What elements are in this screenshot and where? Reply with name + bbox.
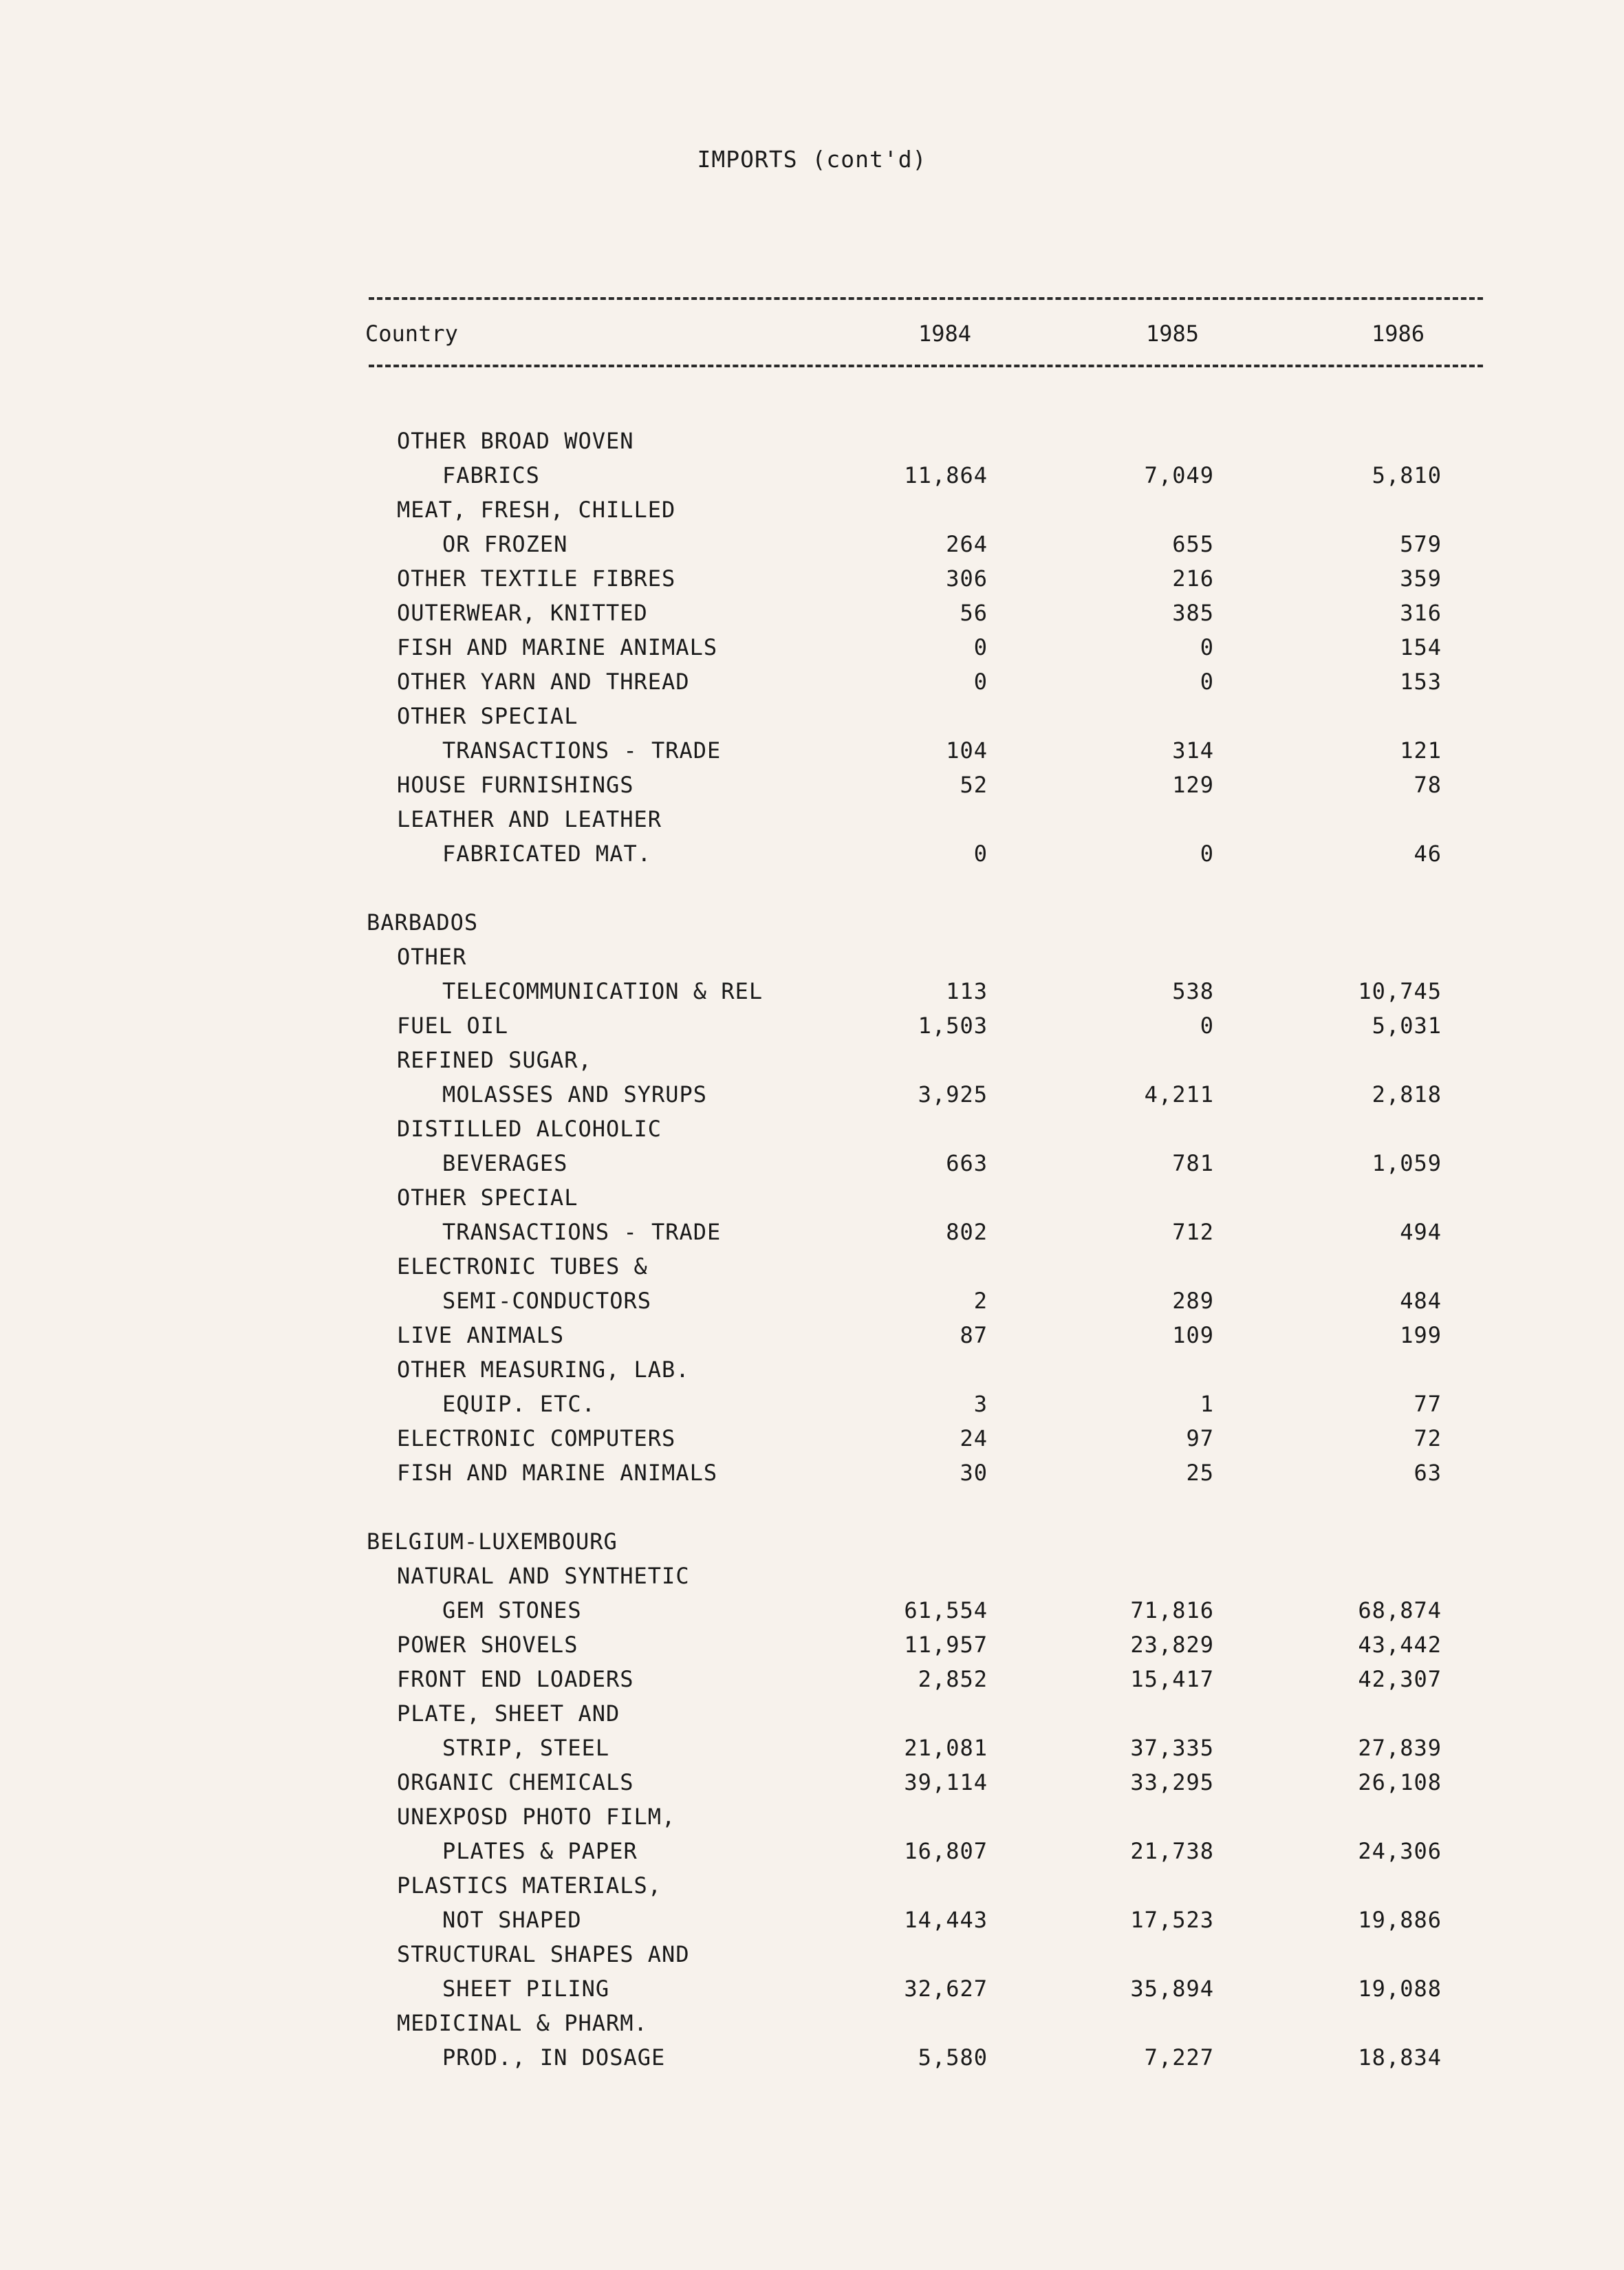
value-1986: 42,307	[1358, 1666, 1442, 1692]
table-row	[0, 1769, 1624, 1804]
table-row	[0, 497, 1624, 531]
commodity-label: OTHER TEXTILE FIBRES	[397, 565, 676, 592]
value-1984: 663	[946, 1150, 988, 1176]
header-bottom-rule	[369, 365, 1483, 367]
table-row	[0, 634, 1624, 669]
commodity-label: EQUIP. ETC.	[442, 1391, 596, 1417]
value-1984: 3,925	[918, 1081, 988, 1107]
commodity-label: FRONT END LOADERS	[397, 1666, 634, 1692]
value-1984: 802	[946, 1219, 988, 1245]
value-1986: 24,306	[1358, 1838, 1442, 1864]
value-1984: 32,627	[904, 1976, 988, 2002]
value-1985: 21,738	[1130, 1838, 1214, 1864]
value-1986: 78	[1414, 772, 1442, 798]
value-1986: 121	[1400, 737, 1442, 764]
value-1985: 7,227	[1144, 2044, 1214, 2071]
value-1984: 11,864	[904, 462, 988, 488]
table-row	[0, 1666, 1624, 1700]
value-1985: 23,829	[1130, 1632, 1214, 1658]
table-row	[0, 1872, 1624, 1907]
commodity-label: HOUSE FURNISHINGS	[397, 772, 634, 798]
value-1985: 216	[1172, 565, 1214, 592]
value-1985: 4,211	[1144, 1081, 1214, 1107]
table-row	[0, 1563, 1624, 1597]
column-header-1984: 1984	[918, 321, 971, 347]
value-1984: 30	[960, 1460, 988, 1486]
table-row	[0, 1356, 1624, 1391]
value-1986: 10,745	[1358, 978, 1442, 1004]
value-1985: 97	[1186, 1425, 1214, 1451]
value-1985: 0	[1200, 669, 1214, 695]
value-1986: 18,834	[1358, 2044, 1442, 2071]
value-1985: 17,523	[1130, 1907, 1214, 1933]
table-row	[0, 1219, 1624, 1253]
value-1986: 26,108	[1358, 1769, 1442, 1795]
table-row	[0, 1185, 1624, 1219]
value-1985: 0	[1200, 841, 1214, 867]
commodity-label: FUEL OIL	[397, 1013, 509, 1039]
value-1986: 19,886	[1358, 1907, 1442, 1933]
value-1986: 1,059	[1372, 1150, 1442, 1176]
value-1985: 33,295	[1130, 1769, 1214, 1795]
table-row	[0, 1013, 1624, 1047]
value-1984: 21,081	[904, 1735, 988, 1761]
value-1985: 314	[1172, 737, 1214, 764]
value-1986: 43,442	[1358, 1632, 1442, 1658]
table-row	[0, 2044, 1624, 2079]
table-row	[0, 531, 1624, 565]
commodity-label: FABRICS	[442, 462, 540, 488]
table-row	[0, 1941, 1624, 1976]
table-row	[0, 1047, 1624, 1081]
table-row	[0, 944, 1624, 978]
table-row	[0, 806, 1624, 841]
value-1986: 359	[1400, 565, 1442, 592]
value-1984: 11,957	[904, 1632, 988, 1658]
table-row	[0, 978, 1624, 1013]
page-title: IMPORTS (cont'd)	[697, 146, 927, 173]
value-1986: 484	[1400, 1288, 1442, 1314]
commodity-label: TRANSACTIONS - TRADE	[442, 1219, 722, 1245]
value-1985: 35,894	[1130, 1976, 1214, 2002]
commodity-label: PLATE, SHEET AND	[397, 1700, 620, 1727]
table-row	[0, 565, 1624, 600]
value-1985: 15,417	[1130, 1666, 1214, 1692]
value-1986: 27,839	[1358, 1735, 1442, 1761]
value-1986: 5,810	[1372, 462, 1442, 488]
country-heading-row	[0, 909, 1624, 944]
value-1986: 46	[1414, 841, 1442, 867]
table-row	[0, 1700, 1624, 1735]
table-row	[0, 1632, 1624, 1666]
value-1986: 5,031	[1372, 1013, 1442, 1039]
value-1986: 494	[1400, 1219, 1442, 1245]
value-1985: 781	[1172, 1150, 1214, 1176]
table-row	[0, 600, 1624, 634]
table-row	[0, 772, 1624, 806]
value-1985: 538	[1172, 978, 1214, 1004]
commodity-label: ELECTRONIC TUBES &	[397, 1253, 648, 1279]
value-1985: 0	[1200, 634, 1214, 660]
commodity-label: NOT SHAPED	[442, 1907, 582, 1933]
table-row	[0, 1460, 1624, 1494]
value-1986: 68,874	[1358, 1597, 1442, 1623]
value-1984: 52	[960, 772, 988, 798]
commodity-label: OUTERWEAR, KNITTED	[397, 600, 648, 626]
value-1986: 19,088	[1358, 1976, 1442, 2002]
commodity-label: OTHER SPECIAL	[397, 703, 578, 729]
commodity-label: PLATES & PAPER	[442, 1838, 638, 1864]
table-row	[0, 703, 1624, 737]
commodity-label: FABRICATED MAT.	[442, 841, 651, 867]
value-1984: 2,852	[918, 1666, 988, 1692]
value-1985: 129	[1172, 772, 1214, 798]
value-1986: 72	[1414, 1425, 1442, 1451]
value-1986: 316	[1400, 600, 1442, 626]
value-1986: 199	[1400, 1322, 1442, 1348]
table-row	[0, 462, 1624, 497]
value-1984: 2	[973, 1288, 988, 1314]
table-row	[0, 1288, 1624, 1322]
value-1984: 104	[946, 737, 988, 764]
value-1985: 25	[1186, 1460, 1214, 1486]
table-row	[0, 2010, 1624, 2044]
commodity-label: LEATHER AND LEATHER	[397, 806, 662, 832]
table-row	[0, 1116, 1624, 1150]
commodity-label: OTHER YARN AND THREAD	[397, 669, 690, 695]
value-1984: 3	[973, 1391, 988, 1417]
commodity-label: SHEET PILING	[442, 1976, 610, 2002]
table-row	[0, 428, 1624, 462]
table-row	[0, 1425, 1624, 1460]
value-1985: 289	[1172, 1288, 1214, 1314]
commodity-label: BEVERAGES	[442, 1150, 568, 1176]
table-row	[0, 1838, 1624, 1872]
commodity-label: OR FROZEN	[442, 531, 568, 557]
commodity-label: MEDICINAL & PHARM.	[397, 2010, 648, 2036]
table-row	[0, 1253, 1624, 1288]
table-row	[0, 737, 1624, 772]
value-1984: 0	[973, 669, 988, 695]
value-1984: 14,443	[904, 1907, 988, 1933]
commodity-label: FISH AND MARINE ANIMALS	[397, 1460, 718, 1486]
commodity-label: MEAT, FRESH, CHILLED	[397, 497, 676, 523]
commodity-label: MOLASSES AND SYRUPS	[442, 1081, 708, 1107]
commodity-label: OTHER	[397, 944, 467, 970]
commodity-label: OTHER BROAD WOVEN	[397, 428, 634, 454]
value-1985: 71,816	[1130, 1597, 1214, 1623]
value-1984: 1,503	[918, 1013, 988, 1039]
commodity-label: ORGANIC CHEMICALS	[397, 1769, 634, 1795]
value-1986: 154	[1400, 634, 1442, 660]
commodity-label: STRIP, STEEL	[442, 1735, 610, 1761]
value-1986: 63	[1414, 1460, 1442, 1486]
value-1984: 87	[960, 1322, 988, 1348]
commodity-label: LIVE ANIMALS	[397, 1322, 565, 1348]
commodity-label: FISH AND MARINE ANIMALS	[397, 634, 718, 660]
commodity-label: TELECOMMUNICATION & REL	[442, 978, 764, 1004]
table-row	[0, 1907, 1624, 1941]
commodity-label: PROD., IN DOSAGE	[442, 2044, 666, 2071]
commodity-label: DISTILLED ALCOHOLIC	[397, 1116, 662, 1142]
value-1984: 39,114	[904, 1769, 988, 1795]
value-1984: 61,554	[904, 1597, 988, 1623]
table-row	[0, 1804, 1624, 1838]
commodity-label: UNEXPOSD PHOTO FILM,	[397, 1804, 676, 1830]
country-name: BELGIUM-LUXEMBOURG	[367, 1528, 618, 1555]
value-1985: 712	[1172, 1219, 1214, 1245]
value-1986: 153	[1400, 669, 1442, 695]
value-1984: 0	[973, 841, 988, 867]
table-row	[0, 1735, 1624, 1769]
commodity-label: ELECTRONIC COMPUTERS	[397, 1425, 676, 1451]
column-header-1985: 1985	[1145, 321, 1199, 347]
value-1984: 5,580	[918, 2044, 988, 2071]
value-1986: 77	[1414, 1391, 1442, 1417]
value-1985: 7,049	[1144, 462, 1214, 488]
table-row	[0, 841, 1624, 875]
commodity-label: SEMI-CONDUCTORS	[442, 1288, 651, 1314]
value-1985: 37,335	[1130, 1735, 1214, 1761]
column-header-country: Country	[365, 321, 458, 347]
table-row	[0, 1597, 1624, 1632]
table-row	[0, 1322, 1624, 1356]
commodity-label: GEM STONES	[442, 1597, 582, 1623]
header-top-rule	[369, 297, 1483, 300]
commodity-label: TRANSACTIONS - TRADE	[442, 737, 722, 764]
country-heading-row	[0, 1528, 1624, 1563]
value-1984: 113	[946, 978, 988, 1004]
value-1984: 306	[946, 565, 988, 592]
value-1984: 16,807	[904, 1838, 988, 1864]
table-row	[0, 1081, 1624, 1116]
value-1985: 0	[1200, 1013, 1214, 1039]
table-row	[0, 1391, 1624, 1425]
value-1985: 109	[1172, 1322, 1214, 1348]
commodity-label: NATURAL AND SYNTHETIC	[397, 1563, 690, 1589]
table-row	[0, 669, 1624, 703]
commodity-label: STRUCTURAL SHAPES AND	[397, 1941, 690, 1967]
commodity-label: OTHER SPECIAL	[397, 1185, 578, 1211]
value-1985: 1	[1200, 1391, 1214, 1417]
column-header-1986: 1986	[1371, 321, 1425, 347]
value-1986: 579	[1400, 531, 1442, 557]
commodity-label: PLASTICS MATERIALS,	[397, 1872, 662, 1899]
value-1984: 56	[960, 600, 988, 626]
commodity-label: POWER SHOVELS	[397, 1632, 578, 1658]
value-1984: 24	[960, 1425, 988, 1451]
table-row	[0, 1150, 1624, 1185]
table-row	[0, 1976, 1624, 2010]
country-name: BARBADOS	[367, 909, 479, 936]
commodity-label: REFINED SUGAR,	[397, 1047, 592, 1073]
value-1985: 655	[1172, 531, 1214, 557]
value-1984: 264	[946, 531, 988, 557]
value-1986: 2,818	[1372, 1081, 1442, 1107]
commodity-label: OTHER MEASURING, LAB.	[397, 1356, 690, 1383]
value-1985: 385	[1172, 600, 1214, 626]
value-1984: 0	[973, 634, 988, 660]
